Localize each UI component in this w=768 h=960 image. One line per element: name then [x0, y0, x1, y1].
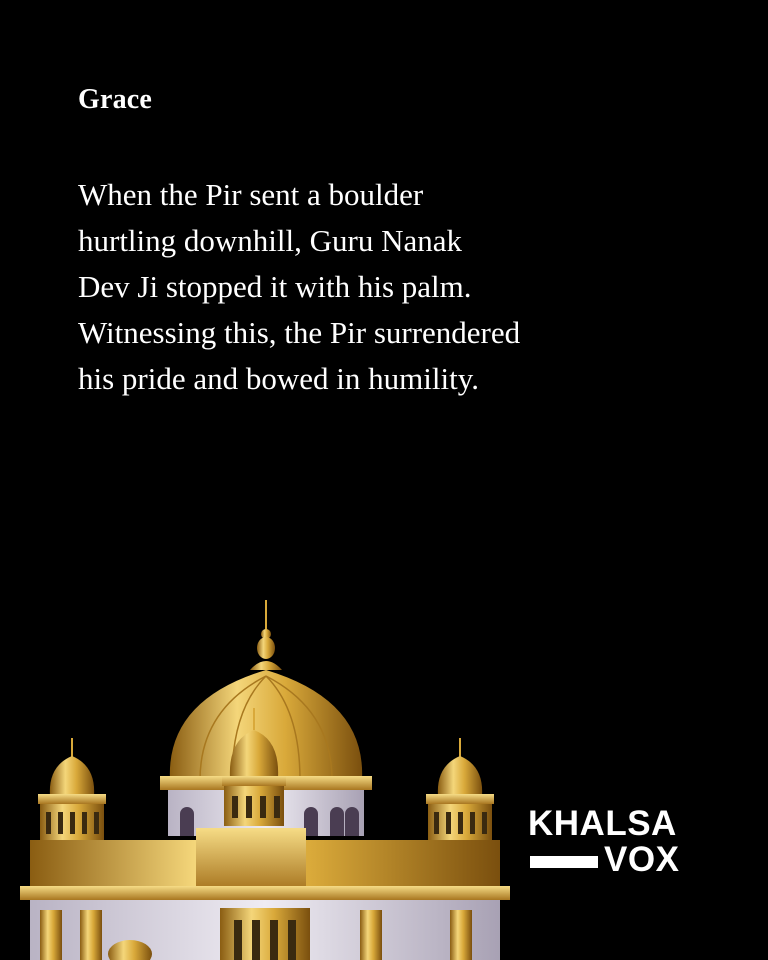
khalsa-vox-logo: [528, 804, 698, 879]
story-text: [78, 172, 638, 402]
story-line: his pride and bowed in humility.: [78, 361, 479, 396]
story-line: Dev Ji stopped it with his palm.: [78, 269, 472, 304]
post-heading: Grace: [78, 84, 153, 115]
story-line: When the Pir sent a boulder: [78, 177, 424, 212]
story-line: Witnessing this, the Pir surrendered: [78, 315, 521, 350]
logo-line-1: KHALSA: [528, 804, 677, 843]
golden-temple-illustration: [0, 590, 520, 960]
logo-bar: [530, 856, 598, 868]
story-line: hurtling downhill, Guru Nanak: [78, 223, 463, 258]
logo-line-2: VOX: [604, 840, 680, 879]
